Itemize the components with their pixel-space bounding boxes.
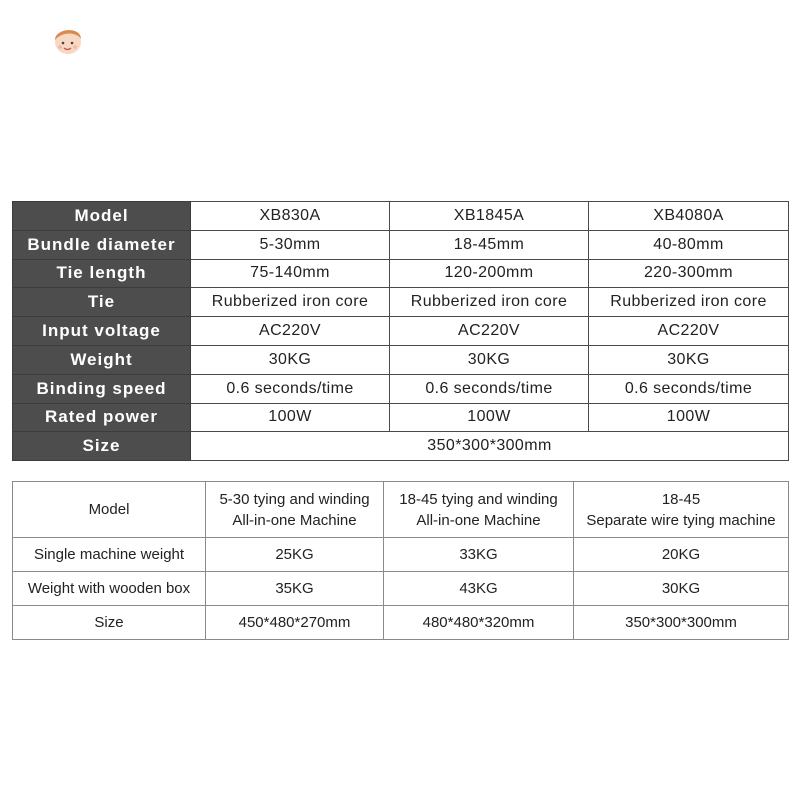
column-header (206, 482, 384, 538)
table-row (13, 572, 789, 606)
column-header (384, 482, 574, 538)
table-cell-merged: 350*300*300mm (191, 432, 789, 461)
column-header-line: 18-45 tying and winding (399, 490, 558, 508)
row-label-weight: Weight (13, 345, 191, 374)
table-cell: 43KG (384, 572, 574, 606)
column-header-line: 5-30 tying and winding (219, 490, 370, 508)
table-cell: AC220V (390, 317, 589, 346)
spec-table-main (12, 201, 789, 461)
row-label-bundle-diameter: Bundle diameter (13, 230, 191, 259)
table-row (13, 259, 789, 288)
table-cell: 35KG (206, 572, 384, 606)
table-row (13, 432, 789, 461)
table-row (13, 374, 789, 403)
table-cell: 5-30mm (191, 230, 390, 259)
row-label-model: Model (13, 202, 191, 231)
table-row (13, 606, 789, 640)
table-header-row (13, 482, 789, 538)
table-cell: 30KG (589, 345, 789, 374)
table-row (13, 538, 789, 572)
table-cell: 0.6 seconds/time (191, 374, 390, 403)
row-label-size: Size (13, 432, 191, 461)
column-header-line: Separate wire tying machine (586, 511, 776, 529)
column-header-line: 18-45 (661, 490, 701, 508)
table-cell: 0.6 seconds/time (390, 374, 589, 403)
column-header-model: Model (13, 482, 206, 538)
table-cell: 100W (390, 403, 589, 432)
row-label-tie-length: Tie length (13, 259, 191, 288)
table-cell: 0.6 seconds/time (589, 374, 789, 403)
table-cell: 450*480*270mm (206, 606, 384, 640)
table-cell: 20KG (574, 538, 789, 572)
table-cell: 25KG (206, 538, 384, 572)
table-row (13, 288, 789, 317)
table-cell: 100W (589, 403, 789, 432)
table-row (13, 202, 789, 231)
table-row (13, 403, 789, 432)
table-cell: 30KG (574, 572, 789, 606)
table-cell: AC220V (191, 317, 390, 346)
column-header-line: All-in-one Machine (232, 511, 357, 529)
table-cell: 40-80mm (589, 230, 789, 259)
column-header-line: All-in-one Machine (416, 511, 541, 529)
table-cell: XB1845A (390, 202, 589, 231)
table-cell: 18-45mm (390, 230, 589, 259)
row-label-binding-speed: Binding speed (13, 374, 191, 403)
table-cell: Rubberized iron core (390, 288, 589, 317)
table-row (13, 230, 789, 259)
table-cell: 350*300*300mm (574, 606, 789, 640)
row-label-tie: Tie (13, 288, 191, 317)
table-cell: 30KG (191, 345, 390, 374)
table-cell: XB4080A (589, 202, 789, 231)
table-cell: 120-200mm (390, 259, 589, 288)
row-label-input-voltage: Input voltage (13, 317, 191, 346)
table-row (13, 345, 789, 374)
table-cell: 480*480*320mm (384, 606, 574, 640)
table-cell: Rubberized iron core (191, 288, 390, 317)
table-cell: 100W (191, 403, 390, 432)
row-label-rated-power: Rated power (13, 403, 191, 432)
column-header (574, 482, 789, 538)
table-cell: AC220V (589, 317, 789, 346)
spec-table-weights (12, 481, 789, 640)
table-cell: 75-140mm (191, 259, 390, 288)
table-cell: 30KG (390, 345, 589, 374)
table-cell: 220-300mm (589, 259, 789, 288)
table-cell: Rubberized iron core (589, 288, 789, 317)
table-cell: 33KG (384, 538, 574, 572)
table-row (13, 317, 789, 346)
row-label-weight-with-wooden-box: Weight with wooden box (13, 572, 206, 606)
table-cell: XB830A (191, 202, 390, 231)
cartoon-face-icon (50, 22, 86, 58)
row-label-size: Size (13, 606, 206, 640)
row-label-single-machine-weight: Single machine weight (13, 538, 206, 572)
